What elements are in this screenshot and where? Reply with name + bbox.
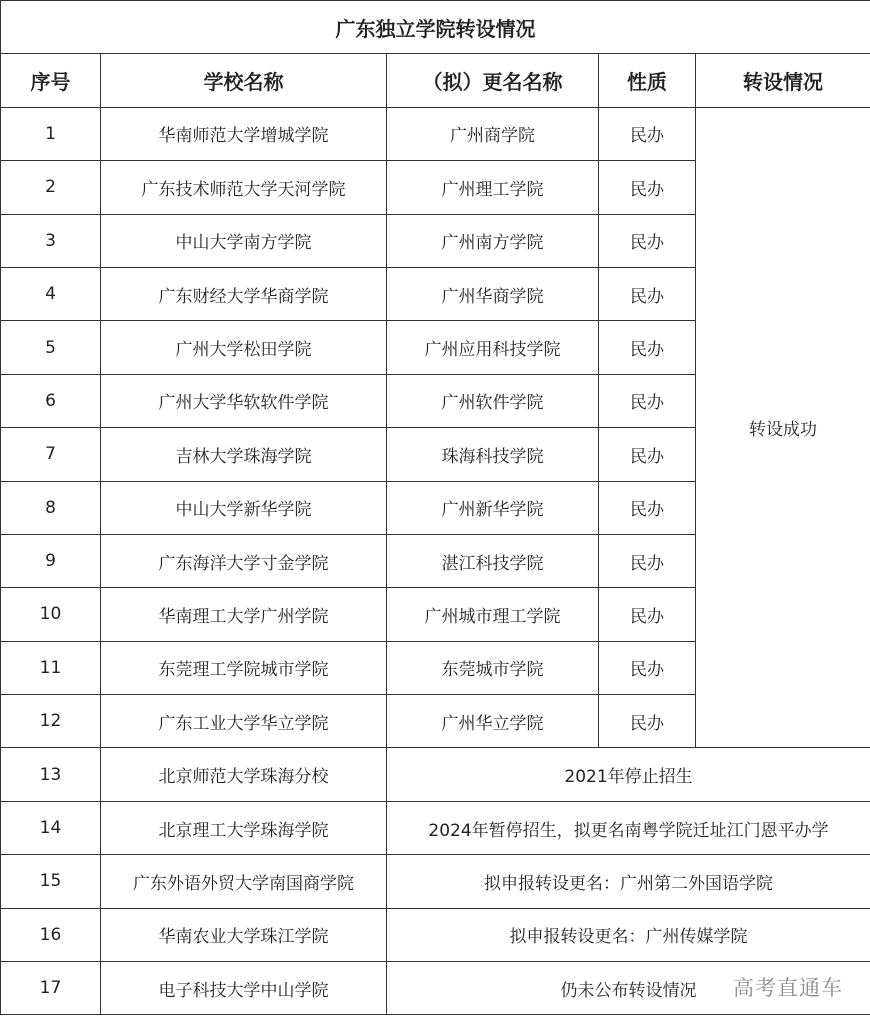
school-name: 广东技术师范大学天河学院 [101,161,387,214]
nature: 民办 [599,534,696,587]
school-name: 华南农业大学珠江学院 [101,908,387,961]
status-note: 2024年暂停招生，拟更名南粤学院迁址江门恩平办学 [387,801,870,854]
school-name: 吉林大学珠海学院 [101,428,387,481]
school-name: 电子科技大学中山学院 [101,962,387,1015]
row-no: 8 [1,481,101,534]
nature: 民办 [599,481,696,534]
nature: 民办 [599,428,696,481]
table-row [1,801,870,854]
table-row [1,908,870,961]
row-no: 16 [1,908,101,961]
row-no: 10 [1,588,101,641]
header-new-name: （拟）更名名称 [387,54,599,107]
nature: 民办 [599,107,696,160]
status-note: 拟申报转设更名：广州传媒学院 [387,908,870,961]
row-no: 12 [1,695,101,748]
row-no: 2 [1,161,101,214]
row-no: 15 [1,855,101,908]
school-name: 广东海洋大学寸金学院 [101,534,387,587]
nature: 民办 [599,374,696,427]
row-no: 1 [1,107,101,160]
new-name: 湛江科技学院 [387,534,599,587]
header-nature: 性质 [599,54,696,107]
nature: 民办 [599,321,696,374]
table-title: 广东独立学院转设情况 [1,1,870,54]
school-name: 广东工业大学华立学院 [101,695,387,748]
school-name: 广东财经大学华商学院 [101,267,387,320]
school-name: 广州大学松田学院 [101,321,387,374]
new-name: 广州南方学院 [387,214,599,267]
nature: 民办 [599,641,696,694]
row-no: 13 [1,748,101,801]
new-name: 广州城市理工学院 [387,588,599,641]
watermark: 高考直通车 [733,976,843,1000]
new-name: 东莞城市学院 [387,641,599,694]
school-name: 北京师范大学珠海分校 [101,748,387,801]
school-name: 广东外语外贸大学南国商学院 [101,855,387,908]
header-school: 学校名称 [101,54,387,107]
nature: 民办 [599,695,696,748]
status-merged: 转设成功 [696,107,870,748]
header-row [1,54,870,107]
row-no: 5 [1,321,101,374]
new-name: 广州应用科技学院 [387,321,599,374]
row-no: 14 [1,801,101,854]
new-name: 广州软件学院 [387,374,599,427]
nature: 民办 [599,214,696,267]
new-name: 珠海科技学院 [387,428,599,481]
table-row [1,748,870,801]
new-name: 广州华商学院 [387,267,599,320]
nature: 民办 [599,588,696,641]
new-name: 广州华立学院 [387,695,599,748]
new-name: 广州理工学院 [387,161,599,214]
row-no: 3 [1,214,101,267]
new-name: 广州商学院 [387,107,599,160]
school-name: 华南理工大学广州学院 [101,588,387,641]
nature: 民办 [599,267,696,320]
row-no: 9 [1,534,101,587]
row-no: 6 [1,374,101,427]
school-name: 东莞理工学院城市学院 [101,641,387,694]
nature: 民办 [599,161,696,214]
table-row [1,107,870,160]
school-name: 广州大学华软软件学院 [101,374,387,427]
school-name: 北京理工大学珠海学院 [101,801,387,854]
status-note: 仍未公布转设情况 [387,962,870,1015]
row-no: 7 [1,428,101,481]
row-no: 11 [1,641,101,694]
status-note: 拟申报转设更名：广州第二外国语学院 [387,855,870,908]
row-no: 17 [1,962,101,1015]
header-status: 转设情况 [696,54,870,107]
table-row [1,855,870,908]
new-name: 广州新华学院 [387,481,599,534]
school-name: 华南师范大学增城学院 [101,107,387,160]
school-name: 中山大学南方学院 [101,214,387,267]
status-note: 2021年停止招生 [387,748,870,801]
header-no: 序号 [1,54,101,107]
row-no: 4 [1,267,101,320]
school-name: 中山大学新华学院 [101,481,387,534]
